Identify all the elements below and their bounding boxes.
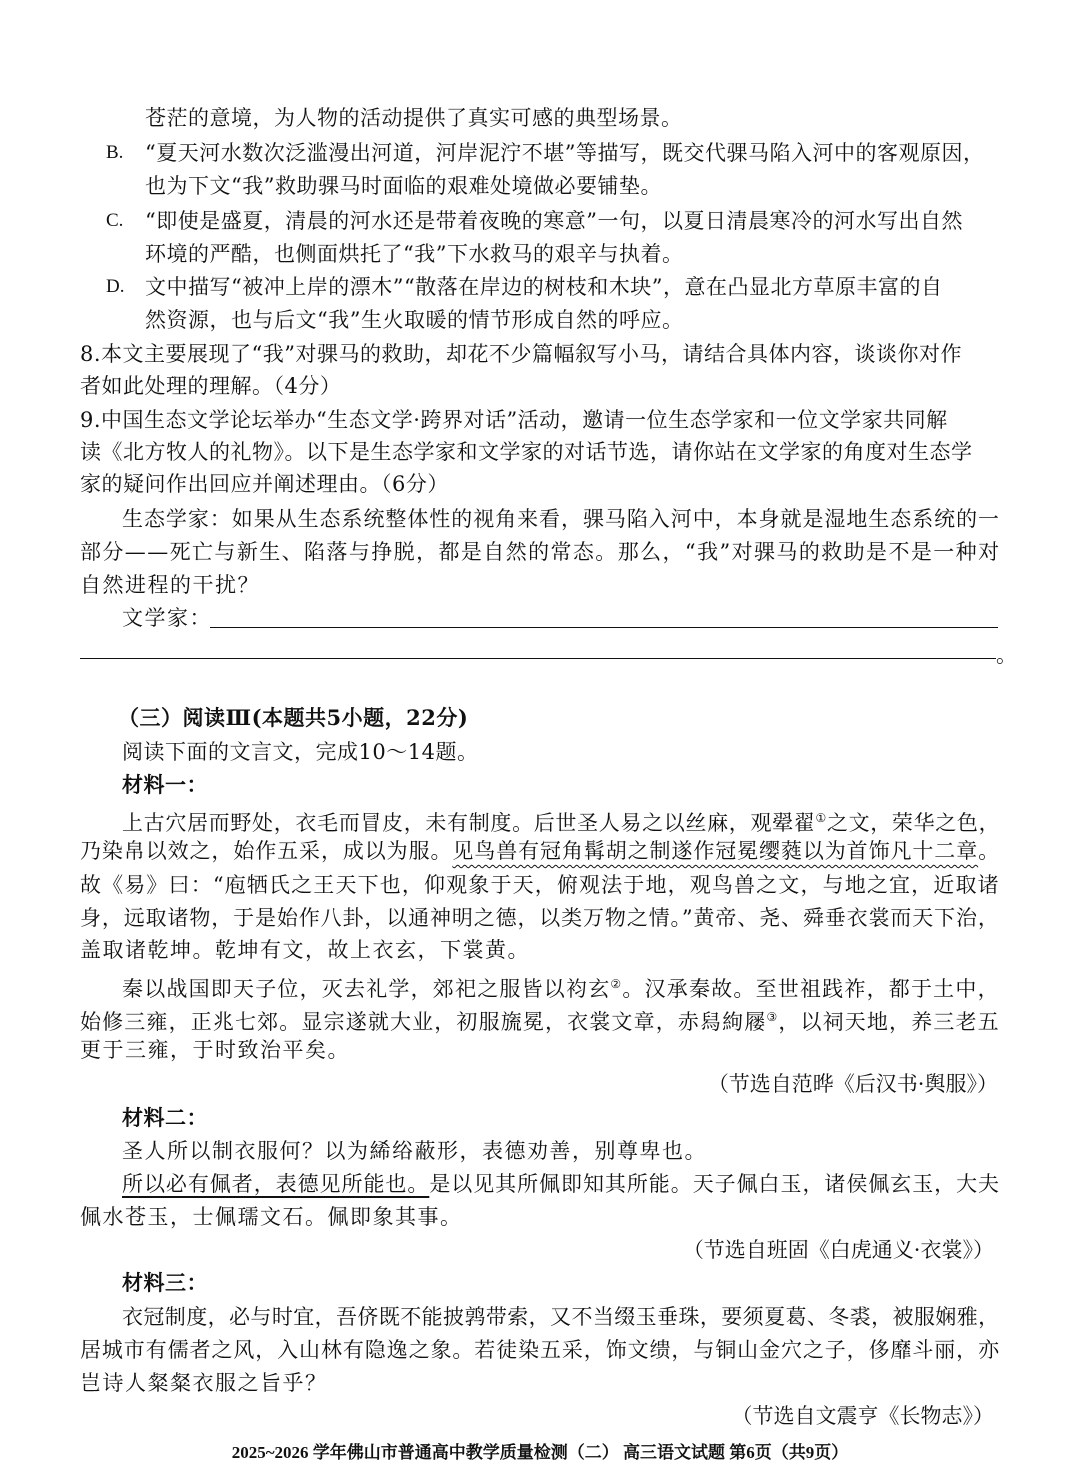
- material-3-line3: 岂诗人粲粲衣服之旨乎？: [80, 1371, 328, 1395]
- q7-option-c-label: C.: [106, 210, 124, 231]
- section-3-title: （三）阅读Ⅲ(本题共5小题，22分): [118, 705, 469, 730]
- material-2-source: （节选自班固《白虎通义·衣裳》）: [682, 1238, 994, 1262]
- q9-writer-label: 文学家：: [122, 606, 212, 630]
- material-1-p1-line1: 上古穴居而野处，衣毛而冒皮，未有制度。后世圣人易之以丝麻，观翚翟①之文，荣华之色，: [122, 811, 1001, 835]
- material-2-line2: 所以必有佩者，表德见所能也。是以见其所佩即知其所能。天子佩白玉，诸侯佩玄玉，大夫: [122, 1172, 1001, 1196]
- q9-line2: 读《北方牧人的礼物》。以下是生态学家和文学家的对话节选，请你站在文学家的角度对生态学: [80, 440, 973, 464]
- material-2-line1: 圣人所以制衣服何？以为絺绤蔽形，表德劝善，别尊卑也。: [122, 1139, 707, 1163]
- q7-option-b-label: B.: [106, 142, 124, 163]
- q8-line1: 8.本文主要展现了“我”对骒马的救助，却花不少篇幅叙写小马，请结合具体内容，谈谈你对作: [80, 342, 963, 366]
- material-3-label: 材料三：: [122, 1270, 208, 1295]
- q7-option-a-continuation: 苍茫的意境，为人物的活动提供了真实可感的典型场景。: [145, 106, 683, 130]
- material-1-p1-line4: 身，远取诸物，于是始作八卦，以通神明之德，以类万物之情。”黄帝、尧、舜垂衣裳而天下治，: [80, 906, 1000, 930]
- material-3-source: （节选自文震亨《长物志》）: [731, 1404, 994, 1428]
- q7-option-c-line2: 环境的严酷，也侧面烘托了“我”下水救马的艰辛与执着。: [145, 242, 684, 266]
- material-2-label: 材料二：: [122, 1105, 208, 1130]
- q9-line1: 9.中国生态文学论坛举办“生态文学·跨界对话”活动，邀请一位生态学家和一位文学家共同解: [80, 408, 948, 432]
- material-1-p1-line5: 盖取诸乾坤。乾坤有文，故上衣玄，下裳黄。: [80, 938, 530, 962]
- q9-ecologist-line3: 自然进程的干扰？: [80, 573, 260, 597]
- material-2-line3: 佩水苍玉，士佩瓀文石。佩即象其事。: [80, 1205, 463, 1229]
- material-1-label: 材料一：: [122, 772, 208, 797]
- q7-option-d-label: D.: [106, 276, 125, 297]
- material-1-p2-line2: 始修三雍，正兆七郊。显宗遂就大业，初服旒冕，衣裳文章，赤舄絇屦③，以祠天地，养三老五: [80, 1010, 1000, 1034]
- q7-option-c-line1: “即使是盛夏，清晨的河水还是带着夜晚的寒意”一句，以夏日清晨寒冷的河水写出自然: [145, 209, 963, 233]
- q9-ecologist-line1: 生态学家：如果从生态系统整体性的视角来看，骒马陷入河中，本身就是湿地生态系统的一: [122, 507, 1000, 531]
- material-1-p2-line3: 更于三雍，于时致治平矣。: [80, 1038, 350, 1062]
- q7-option-b-line1: “夏天河水数次泛滥漫出河道，河岸泥泞不堪”等描写，既交代骒马陷入河中的客观原因，: [145, 141, 985, 165]
- answer-blank-line-1[interactable]: [210, 627, 998, 628]
- q9-ecologist-line2: 部分——死亡与新生、陷落与挣脱，都是自然的常态。那么，“我”对骒马的救助是不是一种对: [80, 540, 1001, 564]
- page-footer: 2025~2026 学年佛山市普通高中教学质量检测（二） 高三语文试题 第6页（共9页）: [231, 1443, 849, 1462]
- q8-line2: 者如此处理的理解。（4分）: [80, 374, 342, 398]
- q9-line3: 家的疑问作出回应并阐述理由。（6分）: [80, 472, 449, 496]
- underlined-sentence: 所以必有佩者，表德见所能也。: [122, 1172, 430, 1196]
- answer-blank-line-2[interactable]: [80, 658, 996, 659]
- material-1-p1-line3: 故《易》曰：“庖牺氏之王天下也，仰观象于天，俯观法于地，观鸟兽之文，与地之宜，近取诸: [80, 873, 1000, 897]
- section-3-instructions: 阅读下面的文言文，完成10～14题。: [122, 740, 479, 764]
- answer-end-period: 。: [996, 643, 1000, 667]
- material-1-p2-line1: 秦以战国即天子位，灭去礼学，郊祀之服皆以袀玄②。汉承秦故。至世祖践祚，都于土中，: [122, 977, 1000, 1001]
- material-3-line2: 居城市有儒者之风，入山林有隐逸之象。若徒染五采，饰文缋，与铜山金穴之子，侈靡斗丽，亦: [80, 1338, 1000, 1362]
- q7-option-d-line1: 文中描写“被冲上岸的漂木”“散落在岸边的树枝和木块”，意在凸显北方草原丰富的自: [145, 275, 943, 299]
- wavy-underlined-sentence: 见鸟兽有冠角髯胡之制遂作冠冕缨蕤以为首饰凡十二章: [452, 839, 979, 863]
- material-1-source: （节选自范晔《后汉书·舆服》）: [707, 1072, 998, 1096]
- q7-option-b-line2: 也为下文“我”救助骒马时面临的艰难处境做必要铺垫。: [145, 174, 662, 198]
- q7-option-d-line2: 然资源，也与后文“我”生火取暖的情节形成自然的呼应。: [145, 308, 684, 332]
- material-3-line1: 衣冠制度，必与时宜，吾侪既不能披鹑带索，又不当缀玉垂珠，要须夏葛、冬裘，被服娴雅，: [122, 1305, 1000, 1329]
- material-1-p1-line2: 乃染帛以效之，始作五采，成以为服。见鸟兽有冠角髯胡之制遂作冠冕缨蕤以为首饰凡十二章。: [80, 839, 1001, 863]
